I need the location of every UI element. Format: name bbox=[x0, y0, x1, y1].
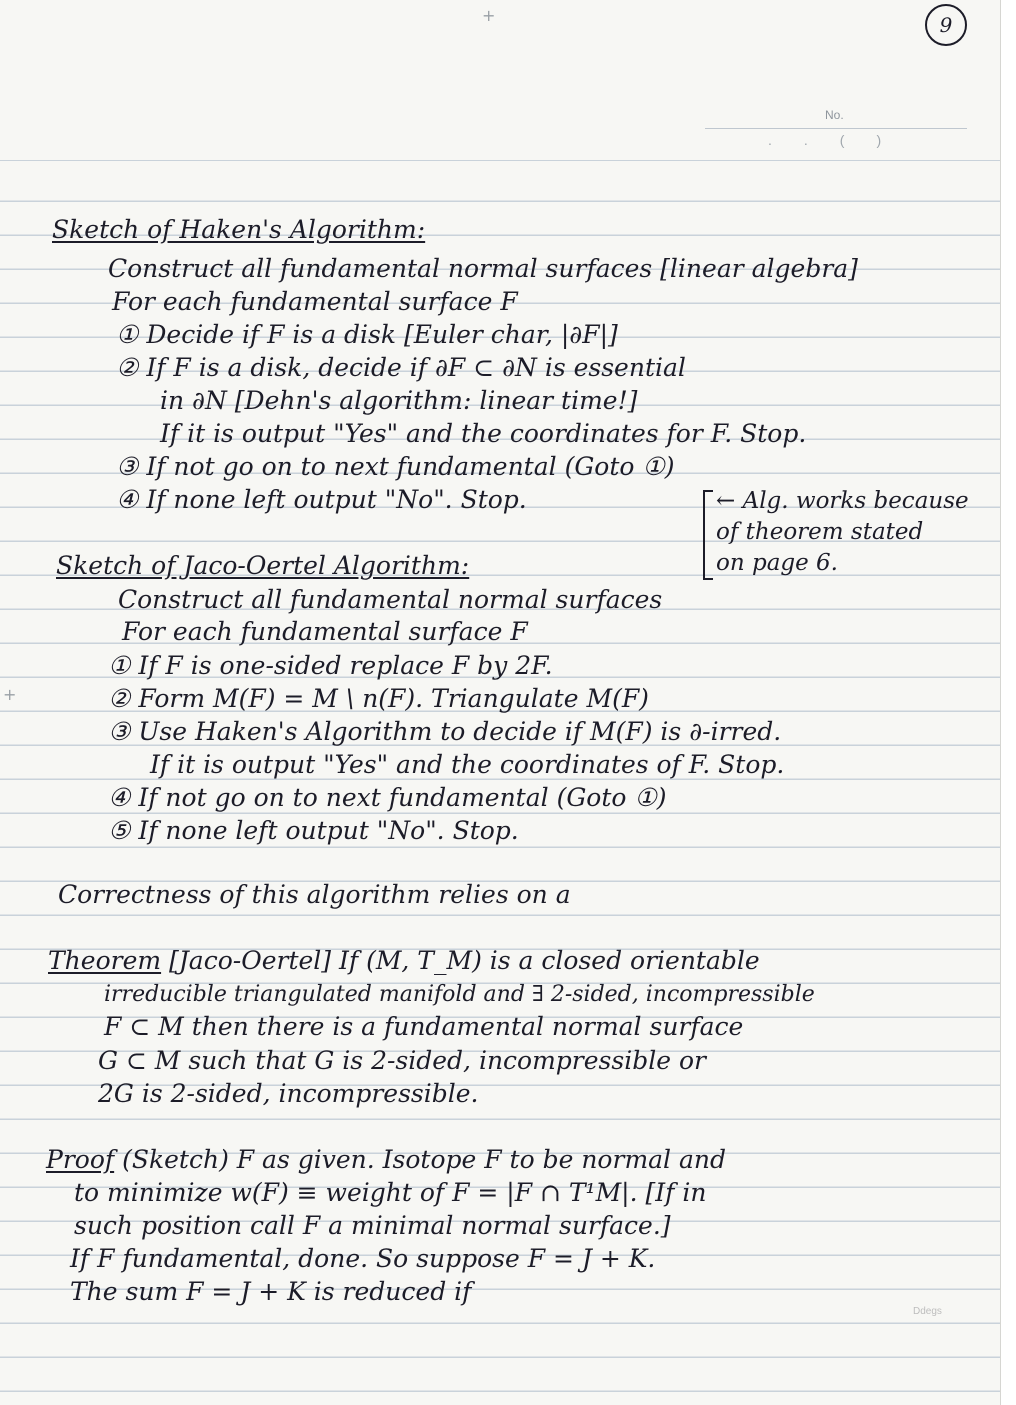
jaco-line-6: If it is output "Yes" and the coordinates of F. Stop. bbox=[150, 750, 785, 779]
theorem-line-2: irreducible triangulated manifold and ∃ 2-sided, incompressible bbox=[104, 982, 815, 1007]
date-field bbox=[768, 132, 913, 148]
haken-line-1: Construct all fundamental normal surfaces [linear algebra] bbox=[108, 254, 858, 283]
haken-line-6: If it is output "Yes" and the coordinates for F. Stop. bbox=[160, 419, 807, 448]
margin-note-line-1: ← Alg. works because bbox=[716, 488, 969, 514]
haken-heading: Sketch of Haken's Algorithm: bbox=[52, 215, 426, 244]
margin-note bbox=[716, 486, 969, 579]
jaco-line-8: ⑤ If none left output "No". Stop. bbox=[108, 816, 519, 845]
margin-note-line-2: of theorem stated bbox=[716, 519, 924, 545]
registration-mark-top: + bbox=[482, 6, 496, 25]
jaco-line-2: For each fundamental surface F bbox=[122, 617, 528, 646]
haken-line-2: For each fundamental surface F bbox=[112, 287, 518, 316]
proof-line-2: to minimize w(F) ≡ weight of F = |F ∩ T¹M|. [If in bbox=[74, 1178, 707, 1207]
jaco-line-4: ② Form M(F) = M \ n(F). Triangulate M(F) bbox=[108, 684, 649, 713]
registration-mark-left: + bbox=[3, 685, 17, 704]
theorem-line-5: 2G is 2-sided, incompressible. bbox=[98, 1079, 479, 1108]
no-rule bbox=[705, 128, 967, 129]
correctness-line: Correctness of this algorithm relies on a bbox=[58, 880, 571, 909]
haken-line-3: ① Decide if F is a disk [Euler char, |∂F|] bbox=[116, 320, 618, 349]
haken-line-7: ③ If not go on to next fundamental (Goto ①) bbox=[116, 452, 675, 481]
margin-note-bracket bbox=[703, 490, 713, 580]
theorem-line-4: G ⊂ M such that G is 2-sided, incompressible or bbox=[98, 1046, 706, 1075]
proof-label: Proof bbox=[46, 1145, 115, 1174]
page-number: 9 bbox=[925, 4, 967, 46]
jaco-line-3: ① If F is one-sided replace F by 2F. bbox=[108, 651, 553, 680]
no-label: No. bbox=[825, 108, 844, 122]
jaco-line-7: ④ If not go on to next fundamental (Goto ①) bbox=[108, 783, 667, 812]
theorem-text-1: [Jaco-Oertel] If (M, T_M) is a closed orientable bbox=[169, 946, 760, 975]
proof-text-1: (Sketch) F as given. Isotope F to be normal and bbox=[122, 1145, 726, 1174]
margin-note-line-3: on page 6. bbox=[716, 550, 838, 576]
date-dot-1: . bbox=[768, 132, 774, 148]
haken-line-5: in ∂N [Dehn's algorithm: linear time!] bbox=[160, 386, 638, 415]
haken-line-4: ② If F is a disk, decide if ∂F ⊂ ∂N is essential bbox=[116, 353, 686, 382]
proof-line-4: If F fundamental, done. So suppose F = J + K. bbox=[70, 1244, 656, 1273]
theorem-line-3: F ⊂ M then there is a fundamental normal surface bbox=[104, 1012, 744, 1041]
page-edge bbox=[1000, 0, 1016, 1405]
proof-line-3: such position call F a minimal normal surface.] bbox=[74, 1211, 671, 1240]
theorem-label: Theorem bbox=[48, 946, 162, 975]
jaco-line-1: Construct all fundamental normal surfaces bbox=[118, 585, 663, 614]
jaco-heading: Sketch of Jaco-Oertel Algorithm: bbox=[56, 551, 470, 580]
header-rule bbox=[0, 160, 1000, 161]
proof-line-1 bbox=[46, 1145, 726, 1175]
watermark: Ddegs bbox=[913, 1306, 942, 1317]
date-paren-open: ( bbox=[839, 132, 847, 148]
proof-line-5: The sum F = J + K is reduced if bbox=[70, 1277, 472, 1306]
date-dot-2: . bbox=[803, 132, 810, 148]
haken-line-8: ④ If none left output "No". Stop. bbox=[116, 485, 527, 514]
theorem-line-1 bbox=[48, 946, 760, 976]
date-paren-close: ) bbox=[876, 132, 884, 148]
jaco-line-5: ③ Use Haken's Algorithm to decide if M(F) is ∂-irred. bbox=[108, 717, 782, 746]
